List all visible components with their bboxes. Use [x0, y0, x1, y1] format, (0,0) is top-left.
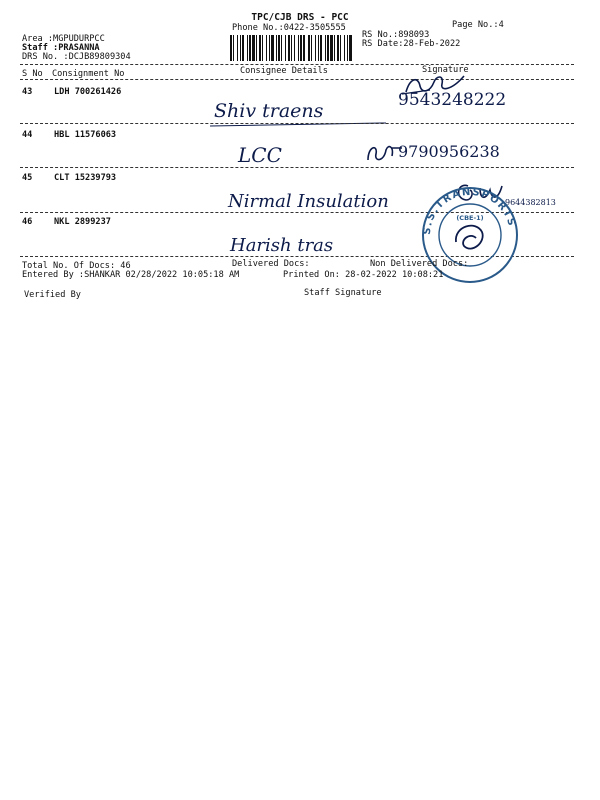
- row-divider: [20, 167, 574, 168]
- barcode-bar: [298, 35, 299, 61]
- handwritten-consignee: LCC: [238, 143, 282, 167]
- verified-by: Verified By: [24, 290, 81, 300]
- handwritten-phone: 9543248222: [398, 90, 507, 110]
- barcode-bar: [315, 35, 316, 61]
- col-consignment-no: Consignment No: [52, 69, 125, 79]
- staff-label: Staff :PRASANNA: [22, 43, 100, 53]
- barcode-bar: [337, 35, 339, 61]
- col-consignee-details: Consignee Details: [240, 66, 328, 76]
- barcode-bar: [349, 35, 352, 61]
- staff-signature: Staff Signature: [304, 288, 382, 298]
- row-consignment: HBL 11576063: [54, 130, 117, 140]
- stamp-inner-text: (CBE-1): [456, 214, 484, 222]
- barcode-bar: [249, 35, 251, 61]
- barcode-bar: [256, 35, 257, 61]
- barcode-bar: [242, 35, 244, 61]
- barcode-bar: [318, 35, 319, 61]
- barcode-bar: [281, 35, 282, 61]
- barcode-bar: [330, 35, 333, 61]
- handwritten-consignee: Harish tras: [230, 235, 334, 256]
- barcode-bar: [340, 35, 341, 61]
- barcode-bar: [285, 35, 286, 61]
- barcode: [230, 35, 354, 61]
- barcode-bar: [308, 35, 310, 61]
- handwritten-phone: 9644382813: [505, 198, 556, 207]
- barcode-bar: [311, 35, 312, 61]
- svg-text:S.S.TRANSPORTS: [422, 187, 517, 236]
- total-docs: Total No. Of Docs: 46: [22, 261, 131, 271]
- non-delivered-docs: Non Delivered Docs:: [370, 259, 469, 269]
- row-sno: 45: [22, 173, 33, 183]
- page-number: Page No.:4: [452, 20, 504, 30]
- report-title: TPC/CJB DRS - PCC: [251, 12, 349, 23]
- barcode-bar: [252, 35, 255, 61]
- barcode-bar: [291, 35, 292, 61]
- row-sno: 44: [22, 130, 33, 140]
- barcode-bar: [271, 35, 274, 61]
- handwritten-consignee: Nirmal Insulation: [228, 191, 389, 212]
- barcode-bar: [303, 35, 305, 61]
- col-signature: Signature: [422, 65, 469, 75]
- barcode-bar: [276, 35, 277, 61]
- barcode-bar: [325, 35, 326, 61]
- row-consignment: NKL 2899237: [54, 217, 111, 227]
- printed-on: Printed On: 28-02-2022 10:08:21: [283, 270, 444, 280]
- rs-number: RS No.:898093: [362, 30, 430, 40]
- barcode-bar: [327, 35, 329, 61]
- area-label: Area :MGPUDURPCC: [22, 34, 105, 44]
- barcode-bar: [347, 35, 348, 61]
- row-divider: [20, 123, 574, 124]
- col-s-no: S No: [22, 69, 43, 79]
- rs-date: RS Date:28-Feb-2022: [362, 39, 461, 49]
- barcode-bar: [300, 35, 302, 61]
- delivered-docs: Delivered Docs:: [232, 259, 310, 269]
- barcode-bar: [266, 35, 267, 61]
- phone-number: Phone No.:0422-3505555: [232, 23, 346, 33]
- barcode-bar: [294, 35, 295, 61]
- barcode-bar: [259, 35, 261, 61]
- drs-number: DRS No. :DCJB89809304: [22, 52, 131, 62]
- barcode-bar: [320, 35, 322, 61]
- barcode-bar: [240, 35, 241, 61]
- row-consignment: LDH 700261426: [54, 87, 122, 97]
- barcode-bar: [262, 35, 263, 61]
- barcode-bar: [334, 35, 335, 61]
- barcode-bar: [278, 35, 280, 61]
- signature-scribble: [400, 70, 470, 98]
- row-consignment: CLT 15239793: [54, 173, 117, 183]
- barcode-bar: [269, 35, 270, 61]
- barcode-bar: [233, 35, 234, 61]
- row-sno: 43: [22, 87, 33, 97]
- barcode-bar: [288, 35, 290, 61]
- columns-divider: [20, 79, 574, 80]
- barcode-bar: [247, 35, 248, 61]
- handwritten-consignee: Shiv traens: [214, 100, 324, 122]
- entered-by: Entered By :SHANKAR 02/28/2022 10:05:18 AM: [22, 270, 240, 280]
- row-sno: 46: [22, 217, 33, 227]
- header-divider: [20, 64, 574, 65]
- barcode-bar: [344, 35, 345, 61]
- handwritten-phone: 9790956238: [398, 142, 500, 161]
- barcode-bar: [237, 35, 238, 61]
- barcode-bar: [230, 35, 232, 61]
- stamp-outer-text: S.S.TRANSPORTS: [421, 186, 518, 236]
